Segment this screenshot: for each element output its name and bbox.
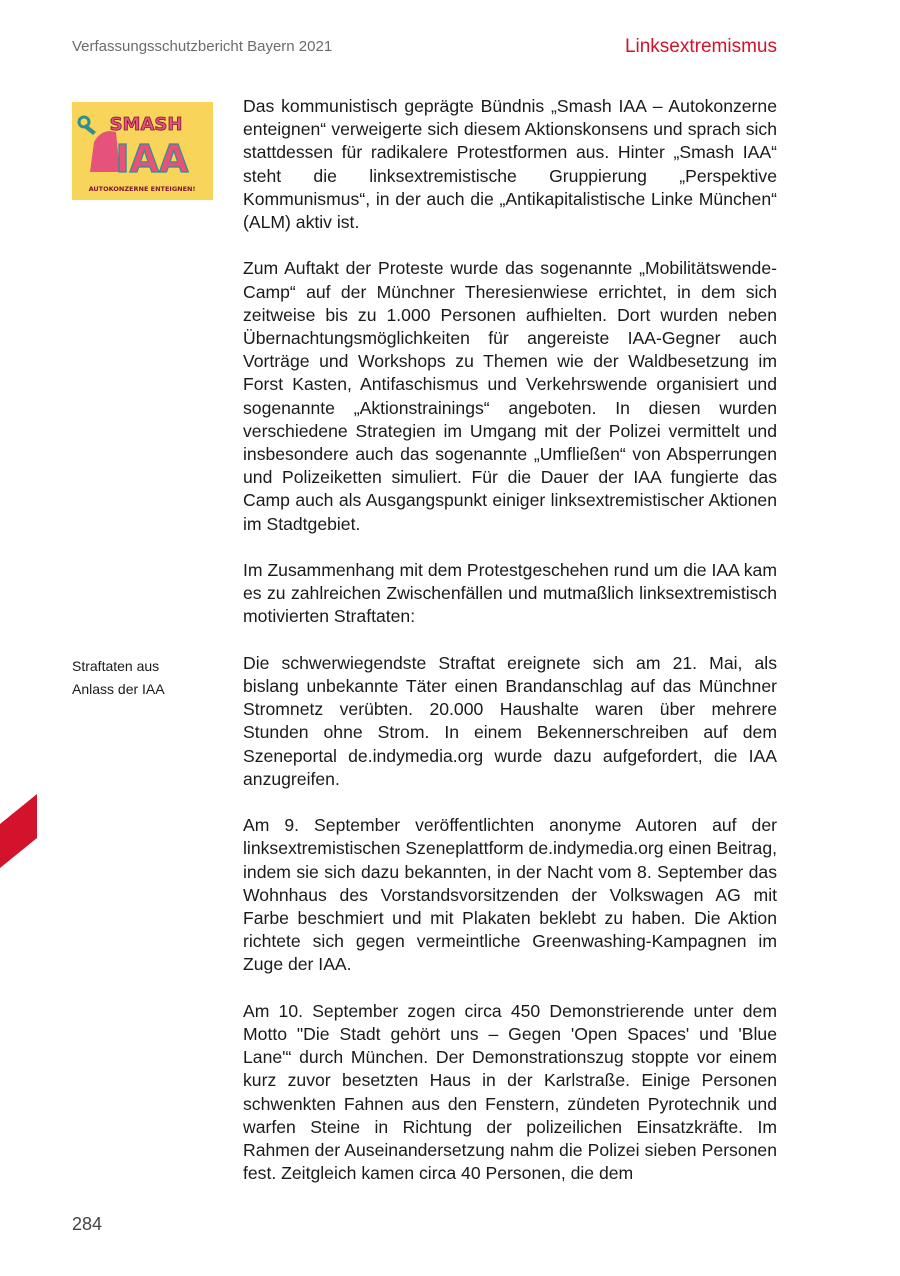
paragraph-smash-iaa: Das kommunistisch geprägte Bündnis „Smash IAA – Autokonzerne enteignen“ verweigerte sich diesem Aktionskonsens und sprach sich stattdessen für radikalere Protestformen aus. Hinter „Smash IAA“ steht die linksextremistische Gruppierung „Perspektive Kommunismus“, in der auch die „Antikapitalistische Linke München“ (ALM) aktiv ist. (243, 96, 777, 233)
margin-note-line-1: Straftaten aus (72, 658, 160, 674)
svg-text:AUTOKONZERNE ENTEIGNEN!: AUTOKONZERNE ENTEIGNEN! (88, 185, 196, 193)
paragraph-demonstration: Am 10. September zogen circa 450 Demonstrierende unter dem Motto "Die Stadt gehört uns – Gegen 'Open Spaces' und 'Blue Lane'“ durch München. Der Demonstrationszug stoppte vor einem kurz zuvor besetzten Haus in der Karlstraße. Einige Personen schwenkten Fahnen aus den Fenstern, zündeten Pyrotechnik und warfen Steine in Richtung der polizeilichen Einsatzkräfte. Im Rahmen der Auseinandersetzung nahm die Polizei sieben Personen fest. Zeitgleich kamen circa 40 Personen, die dem (243, 1000, 777, 1184)
smash-iaa-logo (72, 102, 213, 200)
svg-text:SMASH: SMASH (109, 114, 183, 135)
paragraph-mobility-camp: Zum Auftakt der Proteste wurde das sogenannte „Mobilitätswende-Camp“ auf der Münchner Theresienwiese errichtet, in dem sich zeitweise bis zu 1.000 Personen aufhielten. Dort wurden neben Übernachtungsmöglichkeiten für angereiste IAA-Gegner auch Vorträge und Workshops zu Themen wie der Waldbesetzung im Forst Kasten, Antifaschismus und Verkehrswende organisiert und sogenannte „Aktionstrainings“ angeboten. In diesen wurden verschiedene Strategien im Umgang mit der Polizei vermittelt und insbesondere auch das sogenannte „Umfließen“ von Absperrungen und Polizeiketten simuliert. Für die Dauer der IAA fungierte das Camp auch als Ausgangspunkt einiger linksextremistischer Aktionen im Stadtgebiet. (243, 258, 777, 534)
svg-text:IAA: IAA (115, 137, 189, 181)
paragraph-arson-attack: Die schwerwiegendste Straftat ereignete sich am 21. Mai, als bislang unbekannte Täter einen Brandanschlag auf das Münchner Stromnetz verübten. 20.000 Haushalte waren über mehrere Stunden ohne Strom. In einem Bekennerschreiben auf dem Szeneportal de.indymedia.org wurde dazu aufgefordert, die IAA anzugreifen. (243, 652, 777, 789)
body-text (243, 95, 777, 1209)
page-number: 284 (72, 1214, 103, 1234)
paragraph-vw-house: Am 9. September veröffentlichten anonyme Autoren auf der linksextremistischen Szeneplattform de.indymedia.org einen Beitrag, indem sie sich dazu bekannten, in der Nacht vom 8. September das Wohnhaus des Vorstandsvorsitzenden der Volkswagen AG mit Farbe beschmiert und mit Plakaten beklebt zu haben. Die Aktion richtete sich gegen vermeintliche Greenwashing-Kampagnen im Zuge der IAA. (243, 815, 777, 975)
margin-note-line-2: Anlass der IAA (72, 681, 165, 697)
smash-iaa-logo-graphic (72, 102, 213, 200)
running-header-title: Verfassungsschutzbericht Bayern 2021 (72, 38, 333, 55)
chapter-marker-tab (0, 794, 37, 868)
margin-note (72, 655, 165, 701)
paragraph-incidents-intro: Im Zusammenhang mit dem Protestgeschehen rund um die IAA kam es zu zahlreichen Zwischenfällen und mutmaßlich linksextremistisch motivierten Straftaten: (243, 560, 777, 627)
chapter-title: Linksextremismus (624, 36, 777, 57)
